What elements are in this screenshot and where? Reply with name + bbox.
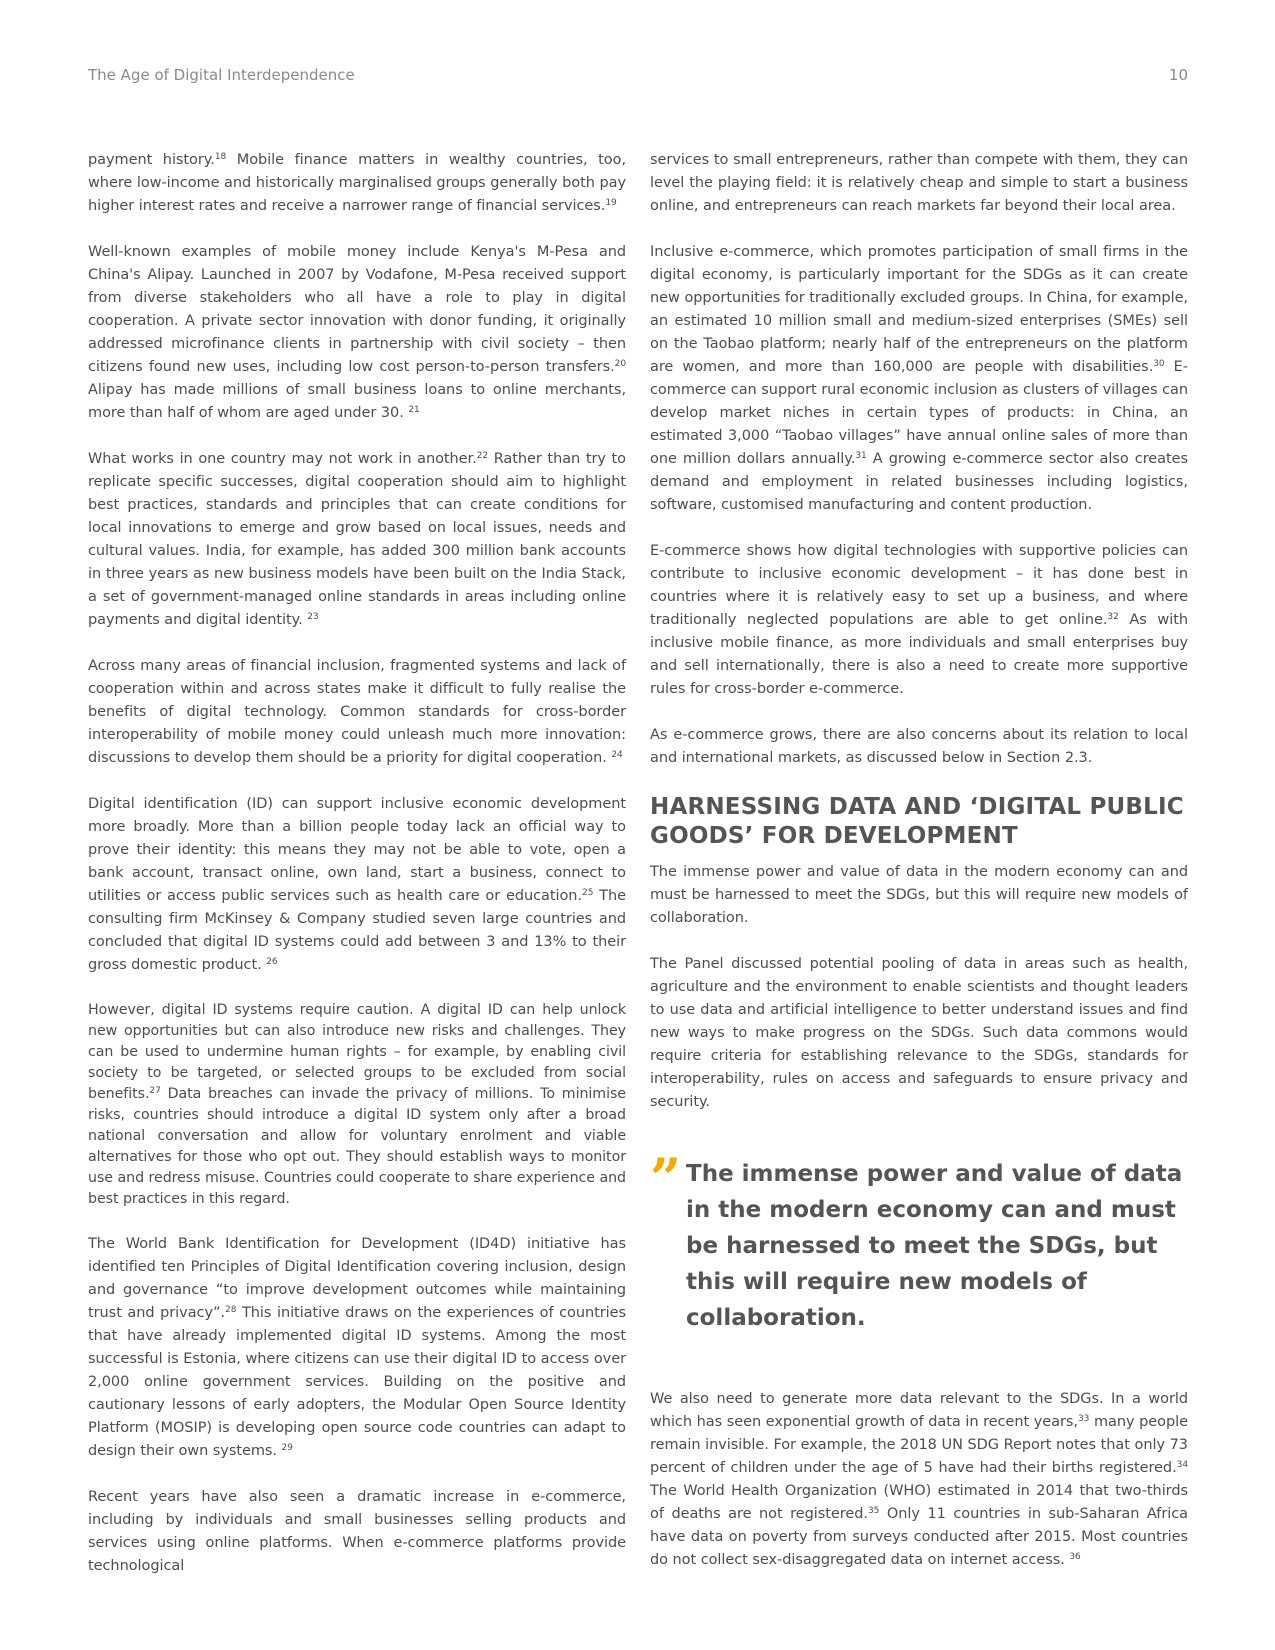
footnote-ref: 29	[281, 1443, 293, 1454]
paragraph-entrepreneurs: services to small entrepreneurs, rather than compete with them, they can level the playing field: it is relatively cheap and simple to start a business online, and entrepreneurs can reach markets far beyond their local area.	[650, 152, 1188, 214]
quote-mark-icon: ”	[650, 1146, 682, 1210]
footnote-ref: 20	[614, 359, 626, 370]
footnote-ref: 30	[1153, 359, 1165, 370]
paragraph-ecommerce-policies: E-commerce shows how digital technologies with supportive policies can contribute to inclusive economic development – it has done best in countries where it is relatively easy to set up a business, and where traditionally neglected populations are able to get online.$^{32}$ As with inclusive mobile finance, as more individuals and small enterprises buy and sell internationally, there is also a need to create more supportive rules for cross-border e-commerce.	[650, 543, 1188, 697]
left-column	[88, 149, 626, 1601]
footnote-ref: 19	[605, 198, 617, 209]
paragraph-sdg-data: We also need to generate more data relevant to the SDGs. In a world which has seen exponential growth of data in recent years,$^{33}$ many people remain invisible. For example, the 2018 UN SDG Report notes that only 73 percent of children under the age of 5 have had their births registered.$^{34}$ The World Health Organization (WHO) estimated in 2014 that two-thirds of deaths are not registered.$^{35}$ Only 11 countries in sub-Saharan Africa have data on poverty from surveys conducted after 2015. Most countries do not collect sex-disaggregated data on internet access. $^{36}$	[650, 1391, 1188, 1568]
footnote-ref: 28	[225, 1305, 237, 1316]
footnote-ref: 31	[855, 451, 867, 462]
right-column	[650, 149, 1188, 1595]
paragraph-mobile-money: Well-known examples of mobile money include Kenya's M-Pesa and China's Alipay. Launched in 2007 by Vodafone, M-Pesa received support from diverse stakeholders who all have a role to play in digital cooperation. A private sector innovation with donor funding, it originally addressed microfinance clients in partnership with civil society – then citizens found new uses, including low cost person-to-person transfers.$^{20}$ Alipay has made millions of small business loans to online merchants, more than half of whom are aged under 30. $^{21}$	[88, 244, 626, 421]
pull-quote	[650, 1146, 1188, 1336]
paragraph-financial-inclusion: Across many areas of financial inclusion, fragmented systems and lack of cooperation within and across states make it difficult to fully realise the benefits of digital technology. Common standards for cross-border interoperability of mobile money could unleash much more innovation: discussions to develop them should be a priority for digital cooperation. $^{24}$	[88, 658, 626, 766]
paragraph-digital-id-caution: However, digital ID systems require caution. A digital ID can help unlock new opportunities but can also introduce new risks and challenges. They can be used to undermine human rights – for example, by enabling civil society to be targeted, or selected groups to be excluded from social benefits.$^{27}$ Data breaches can invade the privacy of millions. To minimise risks, countries should introduce a digital ID system only after a broad national conversation and allow for voluntary enrolment and viable alternatives for those who opt out. They should establish ways to monitor use and redress misuse. Countries could cooperate to share experience and best practices in this regard.	[88, 1002, 626, 1207]
footnote-ref: 21	[408, 405, 420, 416]
footnote-ref: 32	[1107, 612, 1119, 623]
pull-quote-text: The immense power and value of data in the modern economy can and must be harnessed to meet the SDGs, but this will require new models of collaboration.	[686, 1161, 1183, 1331]
footnote-ref: 24	[611, 750, 623, 761]
document-title: The Age of Digital Interdependence	[88, 66, 355, 84]
section-heading: HARNESSING DATA AND ‘DIGITAL PUBLIC GOODS’ FOR DEVELOPMENT	[650, 794, 1184, 849]
paragraph-local-innovation: What works in one country may not work in another.$^{22}$ Rather than try to replicate specific successes, digital cooperation should aim to highlight best practices, standards and principles that can create conditions for local innovations to emerge and grow based on local issues, needs and cultural values. India, for example, has added 300 million bank accounts in three years as new business models have been built on the India Stack, a set of government-managed online standards in areas including online payments and digital identity. $^{23}$	[88, 451, 626, 628]
footnote-ref: 27	[149, 1086, 161, 1097]
paragraph-data-power: The immense power and value of data in the modern economy can and must be harnessed to meet the SDGs, but this will require new models of collaboration.	[650, 864, 1188, 926]
footnote-ref: 34	[1176, 1460, 1188, 1471]
paragraph-data-pooling: The Panel discussed potential pooling of data in areas such as health, agriculture and the environment to enable scientists and thought leaders to use data and artificial intelligence to better understand issues and find new ways to make progress on the SDGs. Such data commons would require criteria for establishing relevance to the SDGs, standards for interoperability, rules on access and safeguards to ensure privacy and security.	[650, 956, 1188, 1110]
footnote-ref: 23	[307, 612, 319, 623]
paragraph-world-bank-id4d: The World Bank Identification for Development (ID4D) initiative has identified ten Principles of Digital Identification covering inclusion, design and governance “to improve development outcomes while maintaining trust and privacy”.$^{28}$ This initiative draws on the experiences of countries that have already implemented digital ID systems. Among the most successful is Estonia, where citizens can use their digital ID to access over 2,000 online government services. Building on the positive and cautionary lessons of early adopters, the Modular Open Source Identity Platform (MOSIP) is developing open source code countries can adapt to design their own systems. $^{29}$	[88, 1236, 626, 1459]
footnote-ref: 33	[1077, 1414, 1090, 1425]
paragraph-ecommerce-markets: As e-commerce grows, there are also concerns about its relation to local and international markets, as discussed below in Section 2.3.	[650, 727, 1188, 766]
footnote-ref: 26	[266, 957, 278, 968]
paragraph-inclusive-ecommerce: Inclusive e-commerce, which promotes participation of small firms in the digital economy, is particularly important for the SDGs as it can create new opportunities for traditionally excluded groups. In China, for example, an estimated 10 million small and medium-sized enterprises (SMEs) sell on the Taobao platform; nearly half of the entrepreneurs on the platform are women, and more than 160,000 are people with disabilities.$^{30}$ E-commerce can support rural economic inclusion as clusters of villages can develop market niches in certain types of products: in China, an estimated 3,000 “Taobao villages” have annual online sales of more than one million dollars annually.$^{31}$ A growing e-commerce sector also creates demand and employment in related businesses including logistics, software, customised manufacturing and content production.	[650, 244, 1189, 513]
footnote-ref: 36	[1069, 1552, 1081, 1563]
footnote-ref: 22	[476, 451, 489, 462]
running-header	[88, 66, 1188, 88]
paragraph-digital-id: Digital identification (ID) can support inclusive economic development more broadly. More than a billion people today lack an official way to prove their identity: this means they may not be able to vote, open a bank account, transact online, own land, start a business, connect to utilities or access public services such as health care or education.$^{25}$ The consulting firm McKinsey & Company studied seven large countries and concluded that digital ID systems could add between 3 and 13% to their gross domestic product. $^{26}$	[88, 796, 626, 973]
page-number: 10	[1168, 66, 1188, 84]
paragraph-payment-history: payment history.$^{18}$ Mobile finance matters in wealthy countries, too, where low-income and historically marginalised groups generally both pay higher interest rates and receive a narrower range of financial services.$^{19}$	[88, 152, 627, 214]
paragraph-ecommerce-intro: Recent years have also seen a dramatic increase in e-commerce, including by individuals and small businesses selling products and services using online platforms. When e-commerce platforms provide technological	[88, 1489, 626, 1574]
footnote-ref: 25	[582, 888, 594, 899]
footnote-ref: 18	[214, 152, 227, 163]
footnote-ref: 35	[867, 1506, 880, 1517]
